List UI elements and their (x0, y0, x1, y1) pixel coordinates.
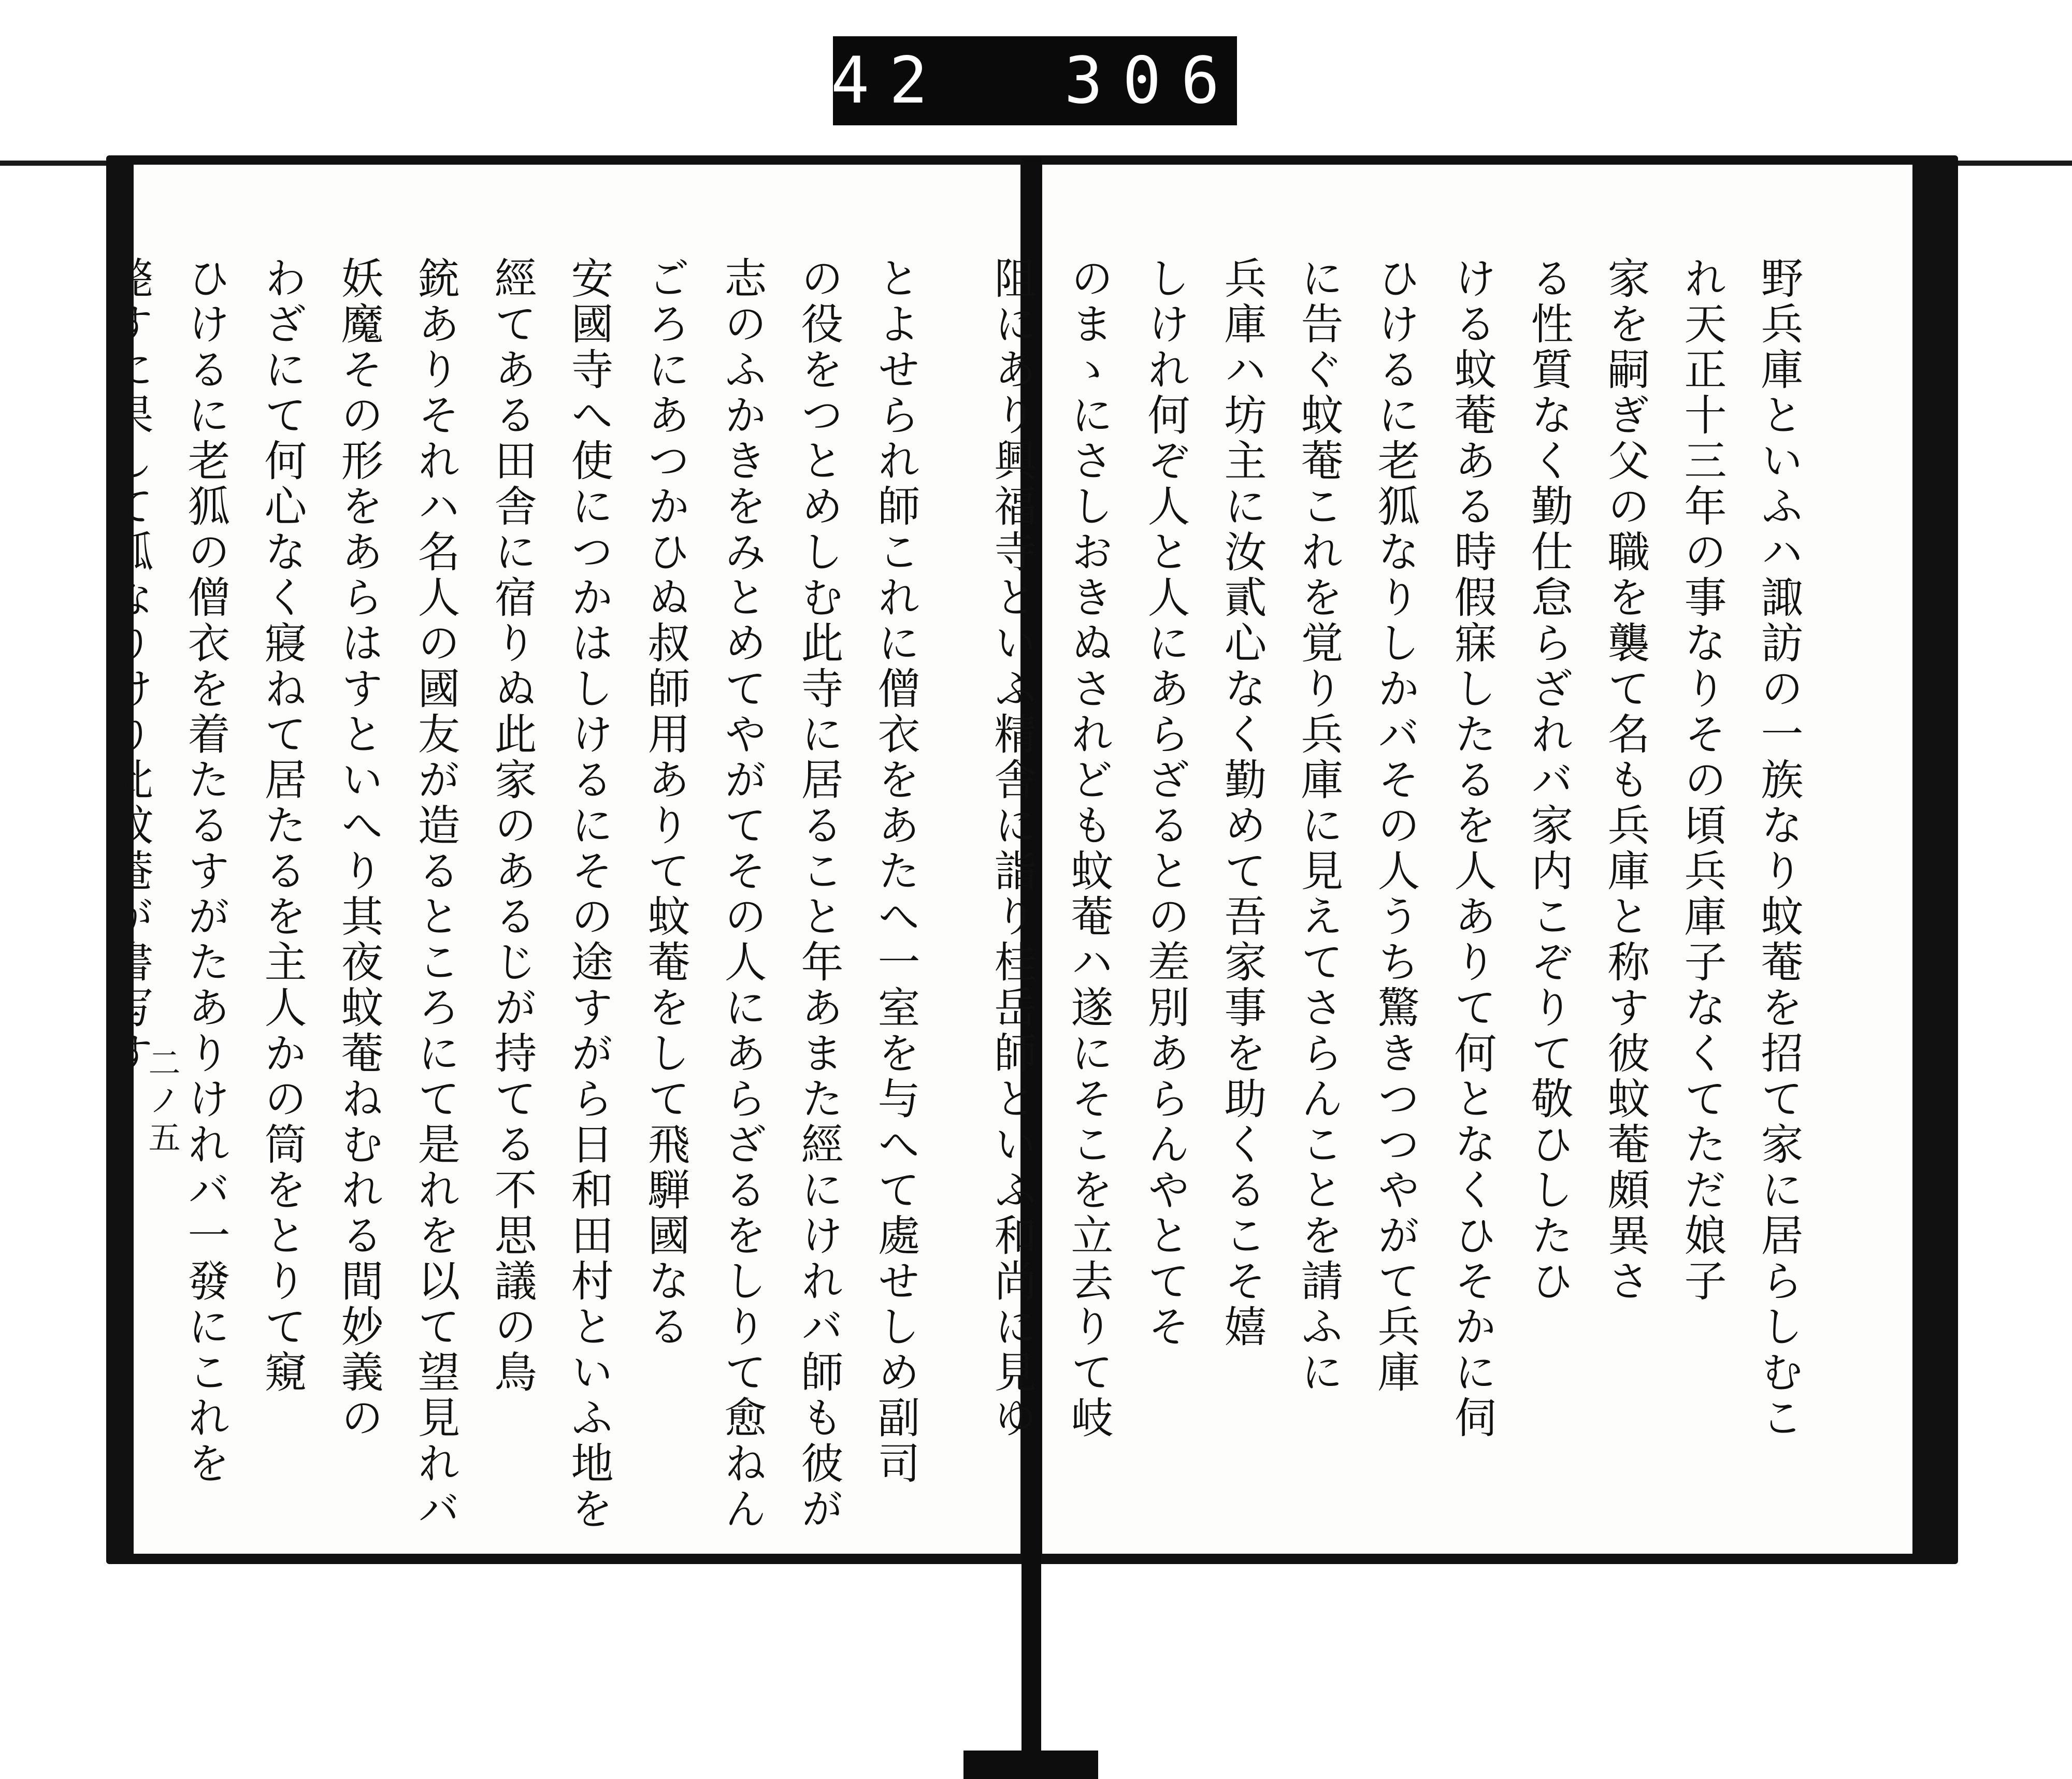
text-line: ひけるに老狐なりしかバその人うち驚きつつやがて兵庫 (1371, 256, 1420, 1396)
text-line: 兵庫ハ坊主に汝貳心なく勤めて吾家事を助くるこそ嬉 (1217, 256, 1267, 1350)
text-line: 妖魔その形をあらはすといへり其夜蚊菴ねむれる間妙義の (334, 256, 383, 1441)
text-line: とよせられ師これに僧衣をあたへ一室を与へて處せしめ副司 (871, 256, 920, 1487)
text-line: れ天正十三年の事なりその頃兵庫子なくてただ娘子 (1677, 256, 1726, 1305)
text-line: 安國寺へ使につかはしけるにその途すがら日和田村といふ地を (564, 256, 613, 1532)
text-line: 志のふかきをみとめてやがてその人にあらざるをしりて愈ねん (717, 256, 767, 1532)
text-line: 斃すに果して狐なりけり此蚊菴が書写す (104, 256, 153, 1077)
text-line: の役をつとめしむ此寺に居ること年あまた經にけれバ師も彼が (794, 256, 843, 1532)
catalog-number-text: 442 306. (772, 44, 1298, 118)
spine-foot (963, 1751, 1098, 1779)
catalog-number-label (772, 36, 1298, 125)
text-line: しけれ何ぞ人と人にあらざるとの差別あらんやとてそ (1141, 256, 1190, 1350)
text-line: ごろにあつかひぬ叔師用ありて蚊菴をして飛騨國なる (641, 256, 690, 1350)
text-line: のまゝにさしおきぬされども蚊菴ハ遂にそこを立去りて岐 (1064, 256, 1113, 1441)
text-line: る性質なく勤仕怠らざれバ家内こぞりて敬ひしたひ (1524, 256, 1573, 1305)
text-line: わざにて何心なく寢ねて居たるを主人かの筒をとりて窺 (257, 256, 307, 1396)
text-line: 經てある田舎に宿りぬ此家のあるじが持てる不思議の鳥 (487, 256, 537, 1396)
text-line: に告ぐ蚊菴これを覚り兵庫に見えてさらんことを請ふに (1294, 256, 1343, 1396)
text-line: 阻にあり興福寺といふ精舎に詣り桂岳師といふ和尚に見ゆ (987, 256, 1037, 1441)
text-line: ひけるに老狐の僧衣を着たるすがたありけれバ一發にこれを (181, 256, 230, 1487)
page-number: 二ノ五 (143, 1046, 181, 1158)
right-page-text (987, 223, 1893, 1538)
text-line: 家を嗣ぎ父の職を襲て名も兵庫と称す彼蚊菴頗異さ (1601, 256, 1650, 1305)
text-line: ける蚊菴ある時假寐したるを人ありて何となくひそかに伺 (1447, 256, 1497, 1441)
text-line: 銃ありそれハ名人の國友が造るところにて是れを以て望見れバ (411, 256, 460, 1532)
text-line: 野兵庫といふハ諏訪の一族なり蚊菴を招て家に居らしむこ (1754, 256, 1803, 1441)
